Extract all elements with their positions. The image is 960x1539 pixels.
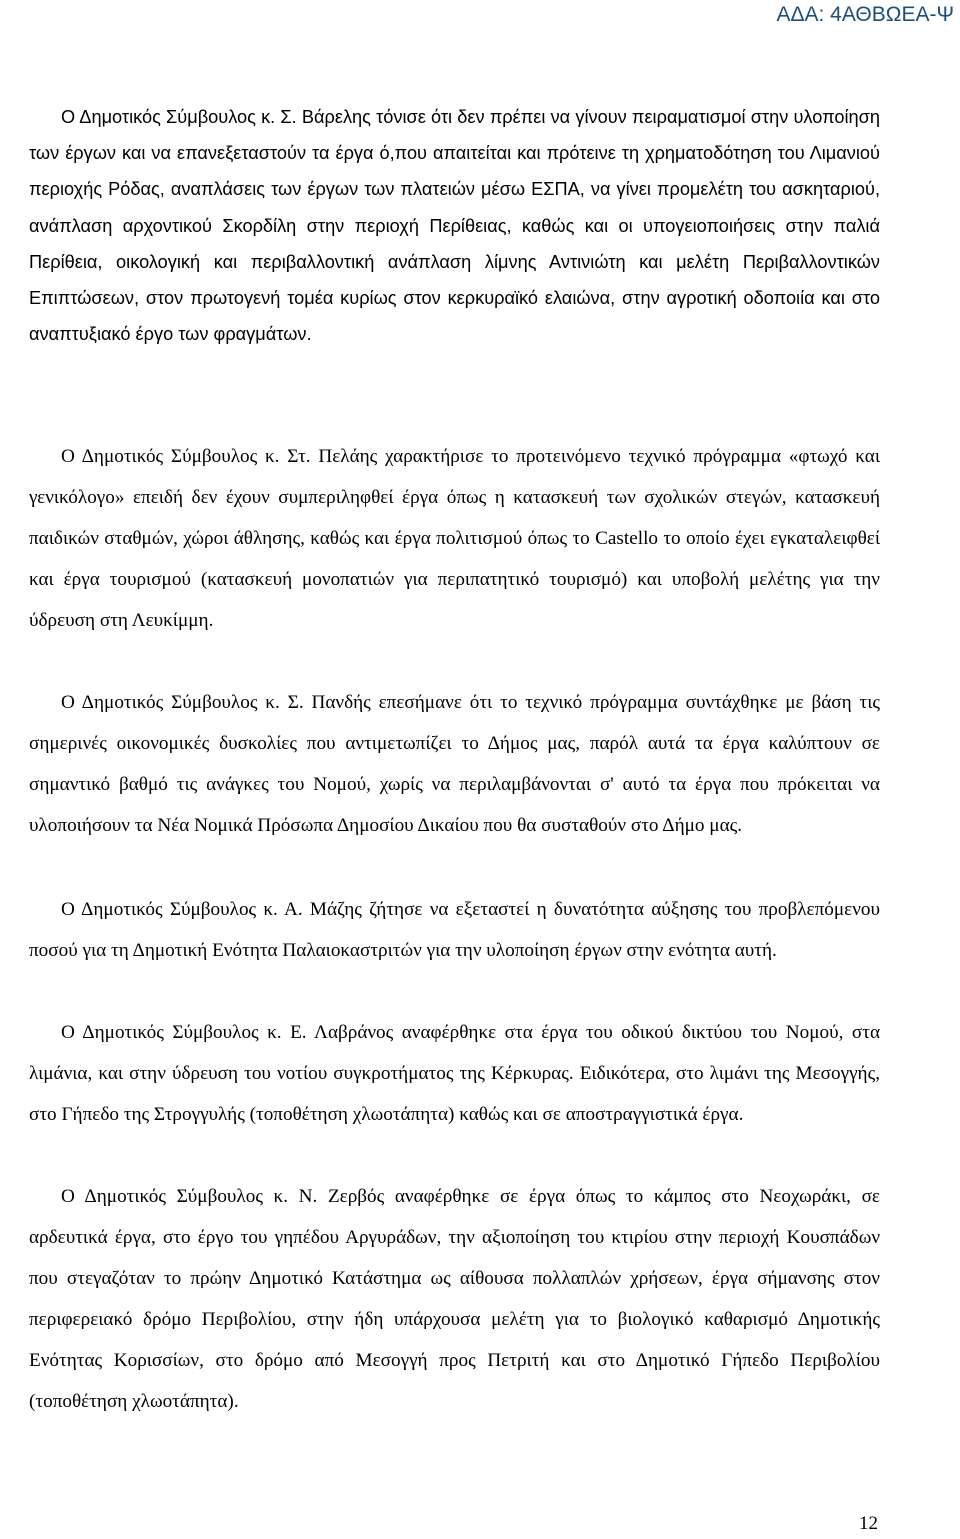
ada-code: ΑΔΑ: 4ΑΘΒΩΕΑ-Ψ bbox=[776, 3, 954, 26]
paragraph-zervos: Ο Δημοτικός Σύμβουλος κ. Ν. Ζερβός αναφέρθηκε σε έργα όπως το κάμπος στο Νεοχωράκι, σε αρδευτικά έργα, στο έργο του γηπέδου Αργυράδων, την αξιοποίηση του κτιρίου στην περιοχή Κουσπάδων που στεγαζόταν το πρώην Δημοτικό Κατάστημα ως αίθουσα πολλαπλών χρήσεων, έργα σήμανσης στον περιφερειακό δρόμο Περιβολίου, στην ήδη υπάρχουσα μελέτη για το βιολογικό καθαρισμό Δημοτικής Ενότητας Κορισσίων, στο δρόμο από Μεσογγή προς Πετριτή και στο Δημοτικό Γήπεδο Περιβολίου (τοποθέτηση χλωοτάπητα). bbox=[29, 1186, 880, 1412]
paragraph-varelis: Ο Δημοτικός Σύμβουλος κ. Σ. Βάρελης τόνισε ότι δεν πρέπει να γίνουν πειραματισμοί στην υλοποίηση των έργων και να επανεξεταστούν τα έργα ό,που απαιτείται και πρότεινε τη χρηματοδότηση του Λιμανιού περιοχής Ρόδας, αναπλάσεις των έργων των πλατειών μέσω ΕΣΠΑ, να γίνει προμελέτη του ασκηταριού, ανάπλαση αρχοντικού Σκορδίλη στην περιοχή Περίθειας, καθώς και οι υπογειοποιήσεις στην παλιά Περίθεια, οικολογική και περιβαλλοντική ανάπλαση λίμνης Αντινιώτη και μελέτη Περιβαλλοντικών Επιπτώσεων, στον πρωτογενή τομέα κυρίως στον κερκυραϊκό ελαιώνα, στην αγροτική οδοποιία και στο αναπτυξιακό έργο των φραγμάτων. bbox=[29, 107, 880, 345]
paragraph-pandis: Ο Δημοτικός Σύμβουλος κ. Σ. Πανδής επεσήμανε ότι το τεχνικό πρόγραμμα συντάχθηκε με βάση τις σημερινές οικονομικές δυσκολίες που αντιμετωπίζει το Δήμος μας, παρόλ αυτά τα έργα καλύπτουν σε σημαντικό βαθμό τις ανάγκες του Νομού, χωρίς να περιλαμβάνονται σ' αυτό τα έργα που πρόκειται να υλοποιήσουν τα Νέα Νομικά Πρόσωπα Δημοσίου Δικαίου που θα συσταθούν στο Δήμο μας. bbox=[29, 692, 880, 836]
paragraph-mazis: Ο Δημοτικός Σύμβουλος κ. Α. Μάζης ζήτησε να εξεταστεί η δυνατότητα αύξησης του προβλεπόμενου ποσού για τη Δημοτική Ενότητα Παλαιοκαστριτών για την υλοποίηση έργων στην ενότητα αυτή. bbox=[29, 899, 880, 961]
page-number: 12 bbox=[859, 1513, 878, 1534]
paragraph-pelais: Ο Δημοτικός Σύμβουλος κ. Στ. Πελάης χαρακτήρισε το προτεινόμενο τεχνικό πρόγραμμα «φτωχό και γενικόλογο» επειδή δεν έχουν συμπεριληφθεί έργα όπως η κατασκευή των σχολικών στεγών, κατασκευή παιδικών σταθμών, χώροι άθλησης, καθώς και έργα πολιτισμού όπως το Castello το οποίο έχει εγκαταλειφθεί και έργα τουρισμού (κατασκευή μονοπατιών για περιπατητικό τουρισμό) και υποβολή μελέτης για την ύδρευση στη Λευκίμμη. bbox=[29, 446, 880, 631]
paragraph-lavranos: Ο Δημοτικός Σύμβουλος κ. Ε. Λαβράνος αναφέρθηκε στα έργα του οδικού δικτύου του Νομού, στα λιμάνια, και στην ύδρευση του νοτίου συγκροτήματος της Κέρκυρας. Ειδικότερα, στο λιμάνι της Μεσογγής, στο Γήπεδο της Στρογγυλής (τοποθέτηση χλωοτάπητα) καθώς και σε αποστραγγιστικά έργα. bbox=[29, 1022, 880, 1125]
